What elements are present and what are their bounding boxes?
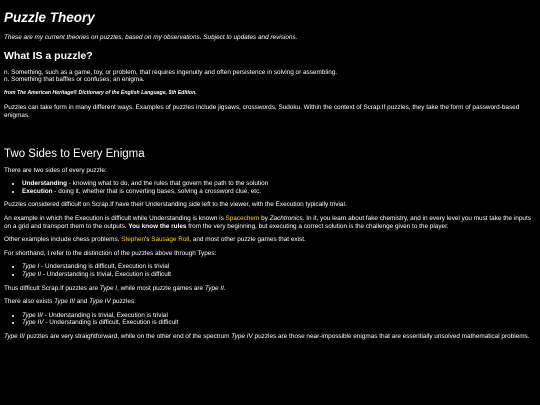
type-name: Type III (22, 311, 43, 319)
text-span: and (74, 298, 90, 306)
text-span: from the very beginning, but executing a correct solution is the challenge given to the player. (186, 222, 449, 230)
list-item (22, 188, 536, 196)
text-span: . (223, 284, 226, 292)
type-name: Type III (4, 332, 25, 340)
text-span: puzzles are very straightforward, while on the other end of the spectrum (24, 332, 232, 340)
text-span: , while most puzzle games are (117, 284, 205, 292)
zachtronics-name: Zachtronics (269, 214, 303, 222)
section-heading-two-sides: Two Sides to Every Enigma (4, 147, 145, 160)
list-item (22, 263, 536, 271)
type-desc: - Understanding is difficult, Execution is trivial (39, 263, 170, 271)
text-span: puzzles: (110, 298, 136, 306)
stephen-link[interactable]: Stephen (121, 236, 146, 244)
type-name: Type IV (22, 319, 44, 327)
type-name: Type II (22, 270, 42, 278)
also-exists-paragraph (4, 298, 536, 306)
definition-1: n. Something, such as a game, toy, or problem, that requires ingenuity and often persistence in solving or assembling. (4, 68, 338, 76)
text-span: . In it, you learn about fake chemistry, and in every level you must take the inputs on a grid and transport them to the outputs. (4, 214, 531, 230)
text-span: Other examples include chess problems, (4, 236, 122, 244)
spectrum-paragraph (4, 333, 536, 341)
other-examples-paragraph (4, 236, 536, 244)
type-desc: - Understanding is trivial, Execution is trivial (42, 311, 168, 319)
types-list-2 (4, 312, 536, 327)
list-item (22, 319, 536, 327)
type-name: Type I (99, 284, 118, 292)
side-desc: - doing it, whether that is converting bases, solving a crossword clue, etc. (52, 187, 262, 195)
list-item (22, 312, 536, 320)
list-item (22, 180, 536, 188)
rules-emphasis: You know the rules (128, 222, 187, 230)
puzzle-forms-paragraph: Puzzles can take form in many different ways. Examples of puzzles include jigsaws, crosswords, Sudoku. Within the context of Scrap.If puzzles, they take the form of password-based enigmas. (4, 104, 520, 119)
type-name: Type III (54, 298, 75, 306)
two-sides-intro: There are two sides of every puzzle: (4, 166, 107, 174)
intro-text: These are my current theories on puzzles, based on my observations. Subject to updates and revisions. (4, 34, 298, 41)
spacechem-link[interactable]: Spacechem (225, 214, 260, 222)
definition-2: n. Something that baffles or confuses; an enigma. (4, 76, 145, 84)
sides-list (4, 180, 536, 195)
spacechem-paragraph (4, 215, 536, 230)
text-span: An example in which the Execution is difficult while Understanding is known is (4, 214, 226, 222)
text-span: puzzles are those near-impossible enigmas that are essentially unsolved mathematical problems. (252, 332, 530, 340)
type-name: Type IV (89, 298, 111, 306)
type-desc: - Understanding is difficult, Execution is difficult (43, 319, 179, 327)
dictionary-citation: from The American Heritage® Dictionary of the English Language, 5th Edition. (4, 89, 197, 96)
type-name: Type IV (231, 332, 253, 340)
text-span: There also exists (4, 298, 55, 306)
side-desc: - knowing what to do, and the rules that govern the path to the solution (67, 180, 269, 188)
type-name: Type II (204, 284, 224, 292)
thus-paragraph (4, 285, 536, 293)
page-title: Puzzle Theory (4, 10, 95, 25)
side-term: Understanding (22, 180, 68, 188)
definitions (4, 69, 536, 84)
text-span: 's (145, 236, 152, 244)
list-item (22, 271, 536, 279)
text-span: by (259, 214, 270, 222)
type-name: Type I (22, 263, 40, 271)
type-desc: - Understanding is trivial, Execution is difficult (41, 270, 171, 278)
side-term: Execution (22, 187, 53, 195)
text-span: , and most other puzzle games that exist. (189, 236, 306, 244)
section-heading-what-is: What IS a puzzle? (4, 49, 93, 62)
text-span: Thus difficult Scrap.If puzzles are (4, 284, 100, 292)
sausage-roll-link[interactable]: Sausage Roll (151, 236, 190, 244)
shorthand-paragraph: For shorthand, I refer to the distinction of the puzzles above through Types: (4, 249, 217, 257)
difficult-puzzles-paragraph: Puzzles considered difficult on Scrap.If have their Understanding side left to the viewer, with the Execution typically trivial. (4, 201, 347, 209)
types-list-1 (4, 263, 536, 278)
